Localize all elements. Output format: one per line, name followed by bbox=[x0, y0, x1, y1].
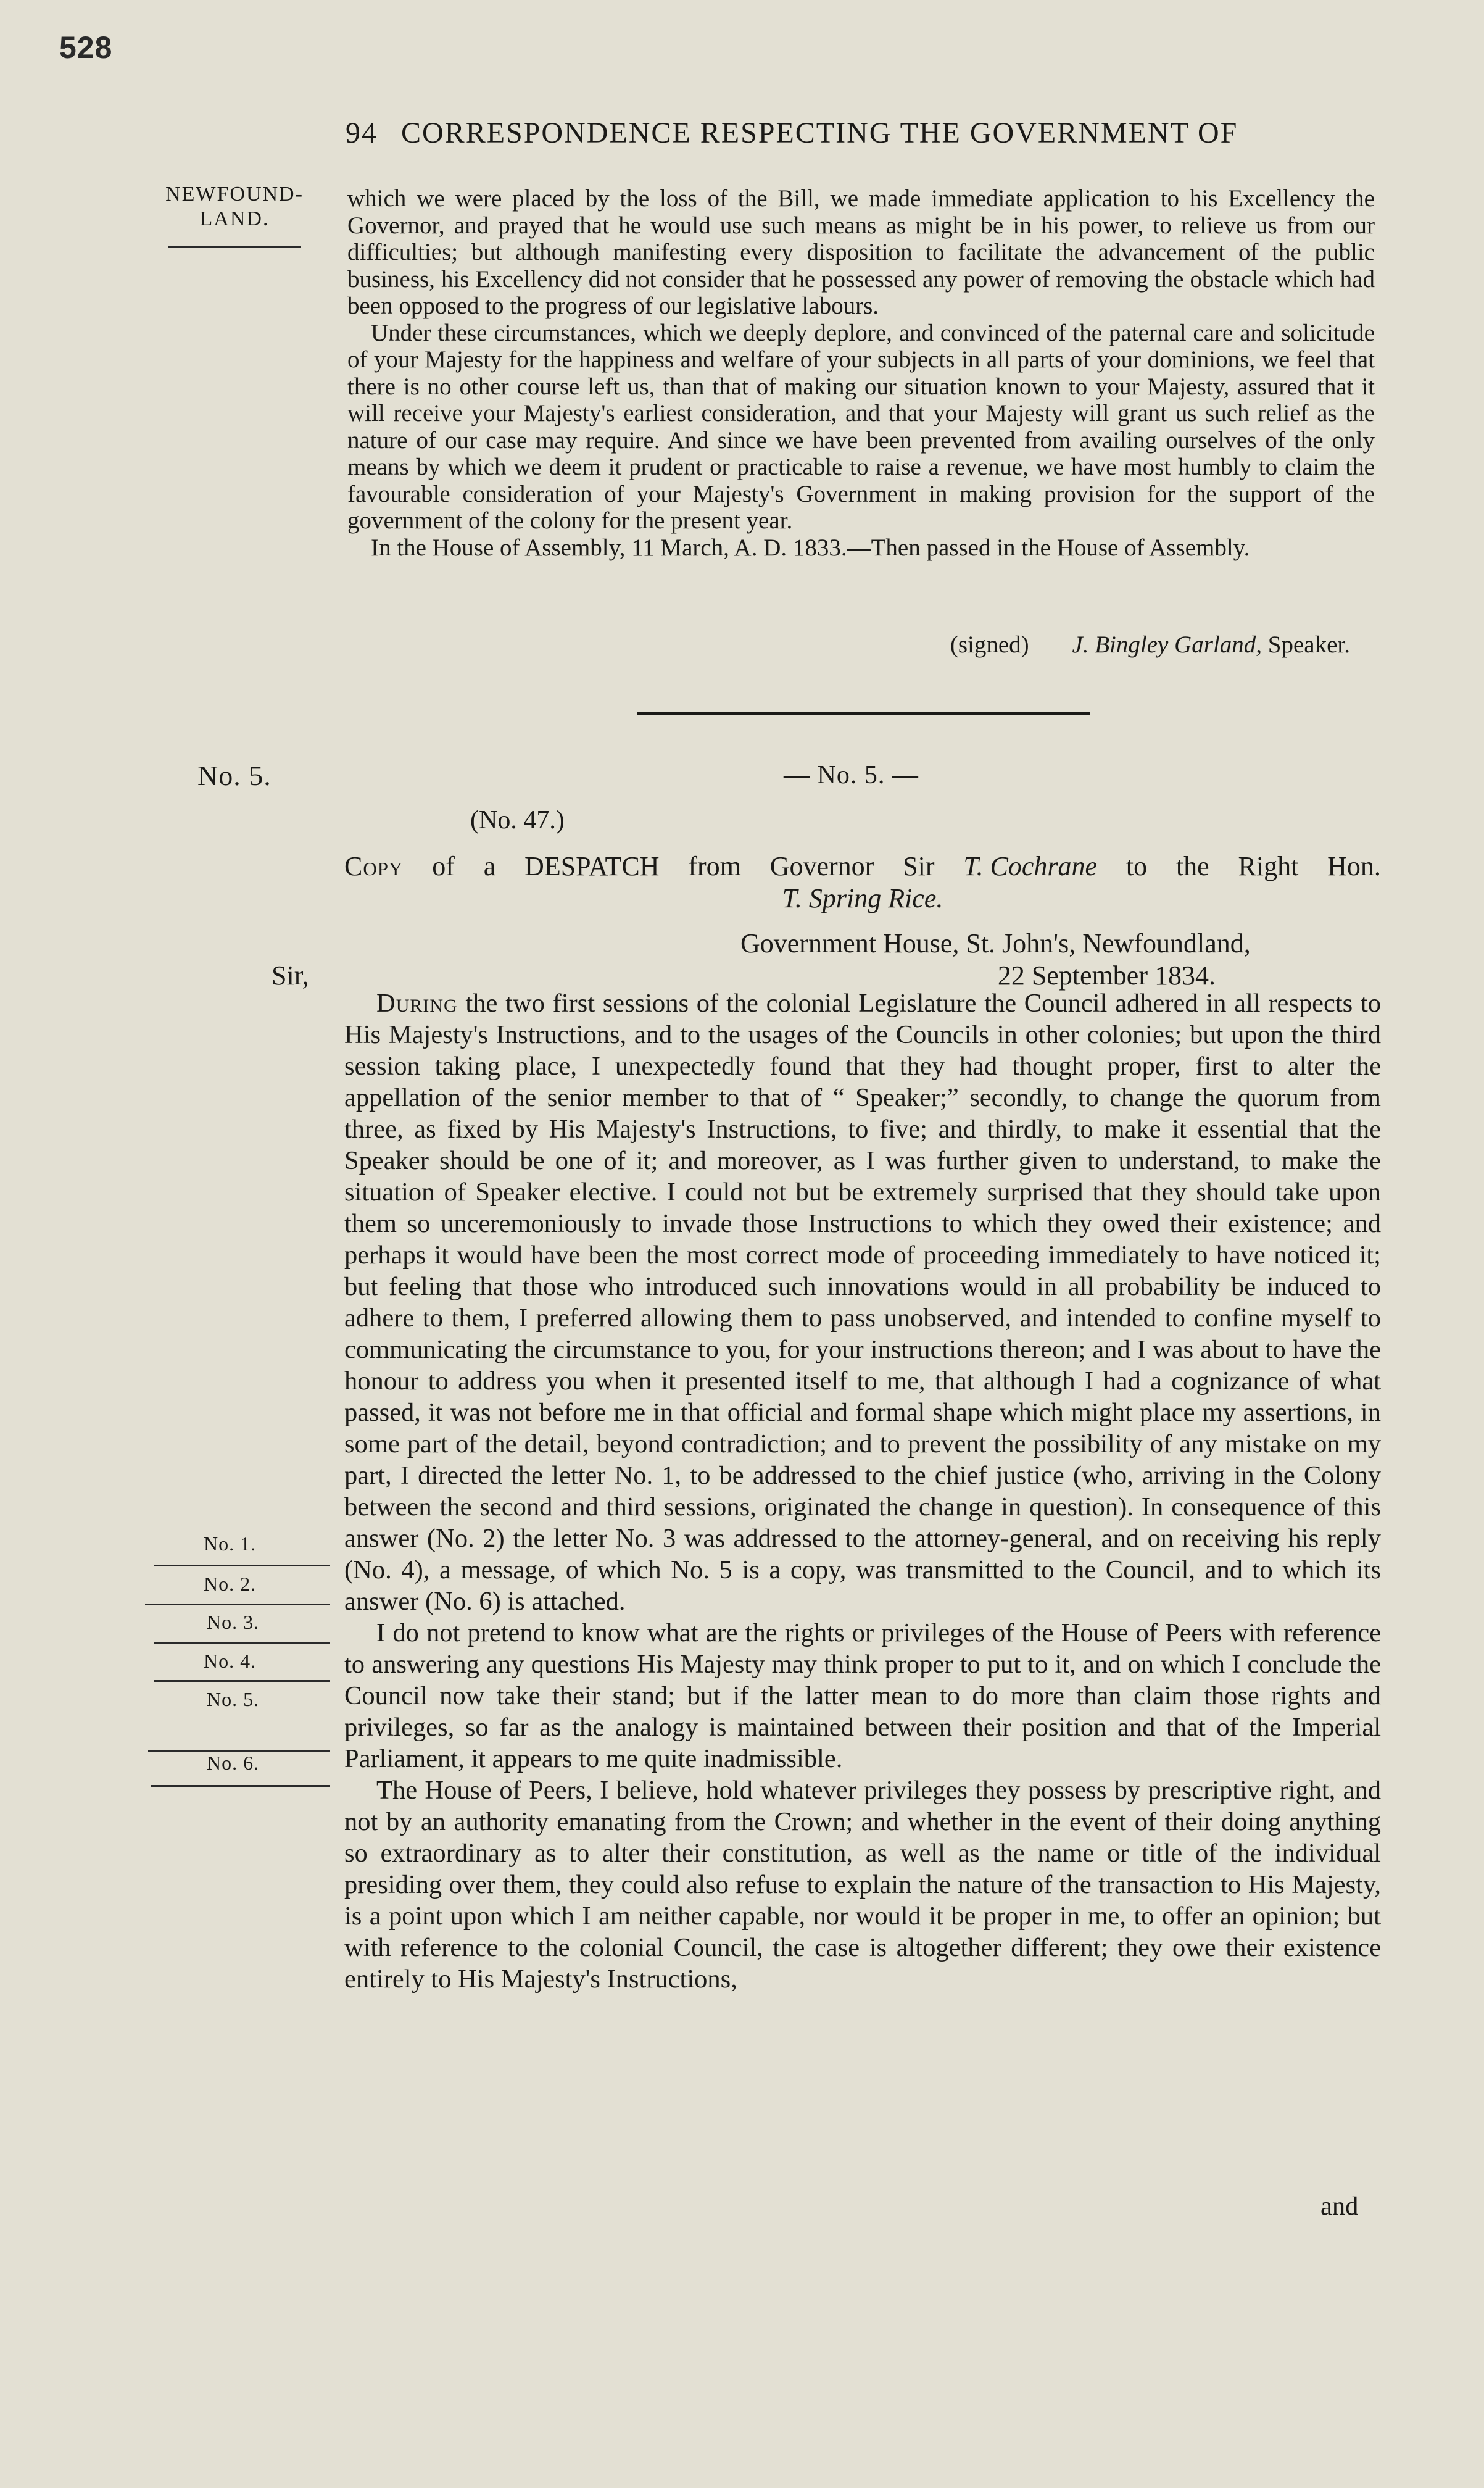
running-title: CORRESPONDENCE RESPECTING THE GOVERNMENT OF bbox=[401, 117, 1238, 149]
signed-label: (signed) bbox=[950, 631, 1029, 658]
paragraph: In the House of Assembly, 11 March, A. D. 1833.—Then passed in the House of Assembly. bbox=[371, 534, 1250, 561]
margin-reference: No. 5. bbox=[207, 1688, 260, 1710]
despatch-body bbox=[344, 988, 1381, 1995]
paragraph: Under these circumstances, which we deeply deplore, and convinced of the paternal care and solicitude of your Majesty for the happiness and welfare of your subjects in all parts of your dominions, we feel that there is no other course left us, than that of making our situation known to your Majesty, assured that it will receive your Majesty's earliest consideration, and that your Majesty will grant us such relief as the nature of our case may require. And since we have been prevented from availing ourselves of the only means by which we deem it prudent or practicable to raise a revenue, we have most humbly to claim the favourable consideration of your Majesty's Government in making provision for the support of the government of the colony for the present year. bbox=[347, 319, 1375, 534]
margin-divider bbox=[168, 246, 301, 248]
margin-colony-line: LAND. bbox=[199, 207, 270, 230]
margin-reference-rule bbox=[154, 1642, 330, 1644]
heading-recipient: T. Spring Rice. bbox=[782, 883, 943, 913]
margin-colony-label bbox=[154, 182, 315, 231]
heading-word: T. Cochrane bbox=[963, 851, 1098, 881]
margin-section-number: No. 5. bbox=[197, 760, 272, 791]
heading-word: Copy bbox=[344, 851, 404, 881]
heading-word: a bbox=[483, 851, 496, 881]
margin-reference-rule bbox=[151, 1785, 330, 1787]
heading-word: Governor bbox=[769, 851, 874, 881]
address-continuation bbox=[347, 185, 1375, 561]
heading-word: to bbox=[1125, 851, 1148, 881]
heading-line bbox=[344, 851, 1381, 883]
paragraph-text: The House of Peers, I believe, hold whatever privileges they possess by prescriptive right, and not by an authority emanating from the Crown; and whether in the event of their doing anything so extraordinary as to alter their constitution, as well as the name or title of the individual presiding over them, they could also refuse to explain the nature of the transaction to His Majesty, is a point upon which I am neither capable, nor would it be proper in me, to offer an opinion; but with reference to the colonial Council, the case is altogether different; they owe their existence entirely to His Majesty's Instructions, bbox=[344, 1776, 1381, 1994]
margin-reference: No. 4. bbox=[204, 1650, 257, 1672]
margin-reference-rule bbox=[145, 1604, 330, 1605]
heading-word: Right bbox=[1238, 851, 1299, 881]
paragraph bbox=[344, 988, 1381, 1617]
letter-salutation: Sir, bbox=[272, 960, 309, 991]
heading-word: of bbox=[432, 851, 455, 881]
heading-word: Sir bbox=[903, 851, 935, 881]
paragraph: which we were placed by the loss of the Bill, we made immediate application to his Excellency the Governor, and prayed that he would use such means as might be in his power, to relieve us from our difficulties; but although manifesting every disposition to facilitate the advancement of the public business, his Excellency did not consider that he possessed any power of removing the obstacle which had been opposed to the progress of our legislative labours. bbox=[347, 185, 1375, 319]
margin-reference-rule bbox=[154, 1565, 330, 1566]
section-title: — No. 5. — bbox=[784, 761, 919, 789]
page-number: 94 bbox=[346, 117, 378, 149]
section-divider bbox=[637, 712, 1090, 715]
paragraph bbox=[344, 1617, 1381, 1774]
heading-word: DESPATCH bbox=[524, 851, 660, 881]
heading-word: the bbox=[1175, 851, 1209, 881]
paragraph bbox=[344, 1774, 1381, 1995]
despatch-heading bbox=[344, 851, 1381, 915]
paragraph-lead: During bbox=[376, 989, 458, 1018]
margin-reference-rule bbox=[154, 1680, 330, 1682]
letter-date: 22 September 1834. bbox=[997, 960, 1216, 991]
page-stamp: 528 bbox=[59, 30, 113, 65]
margin-reference: No. 2. bbox=[204, 1573, 257, 1595]
paragraph-text: I do not pretend to know what are the rights or privileges of the House of Peers with reference to answering any questions His Majesty may think proper to put to it, and on which I conclude the Council now take their stand; but if the latter mean to do more than claim those rights and privileges, so far as the analogy is maintained between their position and that of the Imperial Parliament, it appears to me quite inadmissible. bbox=[344, 1618, 1381, 1773]
signatory-name: J. Bingley Garland, bbox=[1072, 631, 1262, 658]
letter-place: Government House, St. John's, Newfoundland, bbox=[740, 928, 1251, 959]
running-head bbox=[346, 116, 1425, 150]
signature-line bbox=[347, 631, 1350, 659]
margin-reference: No. 6. bbox=[207, 1752, 260, 1774]
margin-reference: No. 1. bbox=[204, 1533, 257, 1555]
paragraph-text: the two first sessions of the colonial Legislature the Council adhered in all respects to His Majesty's Instructions, and to the usages of the Councils in other colonies; but upon the third session taking place, I unexpectedly found that they had thought proper, first to alter the appellation of the senior member to that of “ Speaker;” secondly, to change the quorum from three, as fixed by His Majesty's Instructions, to five; and thirdly, to make it essential that the Speaker should be one of it; and moreover, as I was further given to understand, to make the situation of Speaker elective. I could not but be extremely surprised that they should take upon them so unceremoniously to invade those Instructions to which they owed their existence; and perhaps it would have been the most correct mode of proceeding immediately to have noticed it; but feeling that those who introduced such innovations would in all probability be induced to adhere to them, I preferred allowing them to pass unobserved, and intended to confine myself to communicating the circumstance to you, for your instructions thereon; and I was about to have the honour to address you when it presented itself to me, that although I had a cognizance of what passed, it was not before me in that official and formal shape which might place my assertions, in some part of the detail, beyond contradiction; and to prevent the possibility of any mistake on my part, I directed the letter No. 1, to be addressed to the chief justice (who, arriving in the Colony between the second and third sessions, originated the change in question). In consequence of this answer (No. 2) the letter No. 3 was addressed to the attorney-general, and on receiving his reply (No. 4), a message, of which No. 5 is a copy, was transmitted to the Council, and to which its answer (No. 6) is attached. bbox=[344, 989, 1381, 1616]
heading-word: from bbox=[688, 851, 741, 881]
letter-address bbox=[272, 928, 1382, 992]
heading-word: Hon. bbox=[1327, 851, 1381, 881]
signatory-title: Speaker. bbox=[1267, 631, 1350, 658]
dispatch-number: (No. 47.) bbox=[470, 806, 565, 834]
margin-reference: No. 3. bbox=[207, 1611, 260, 1633]
margin-colony-line: NEWFOUND- bbox=[165, 183, 304, 206]
catchword: and bbox=[1320, 2192, 1359, 2221]
